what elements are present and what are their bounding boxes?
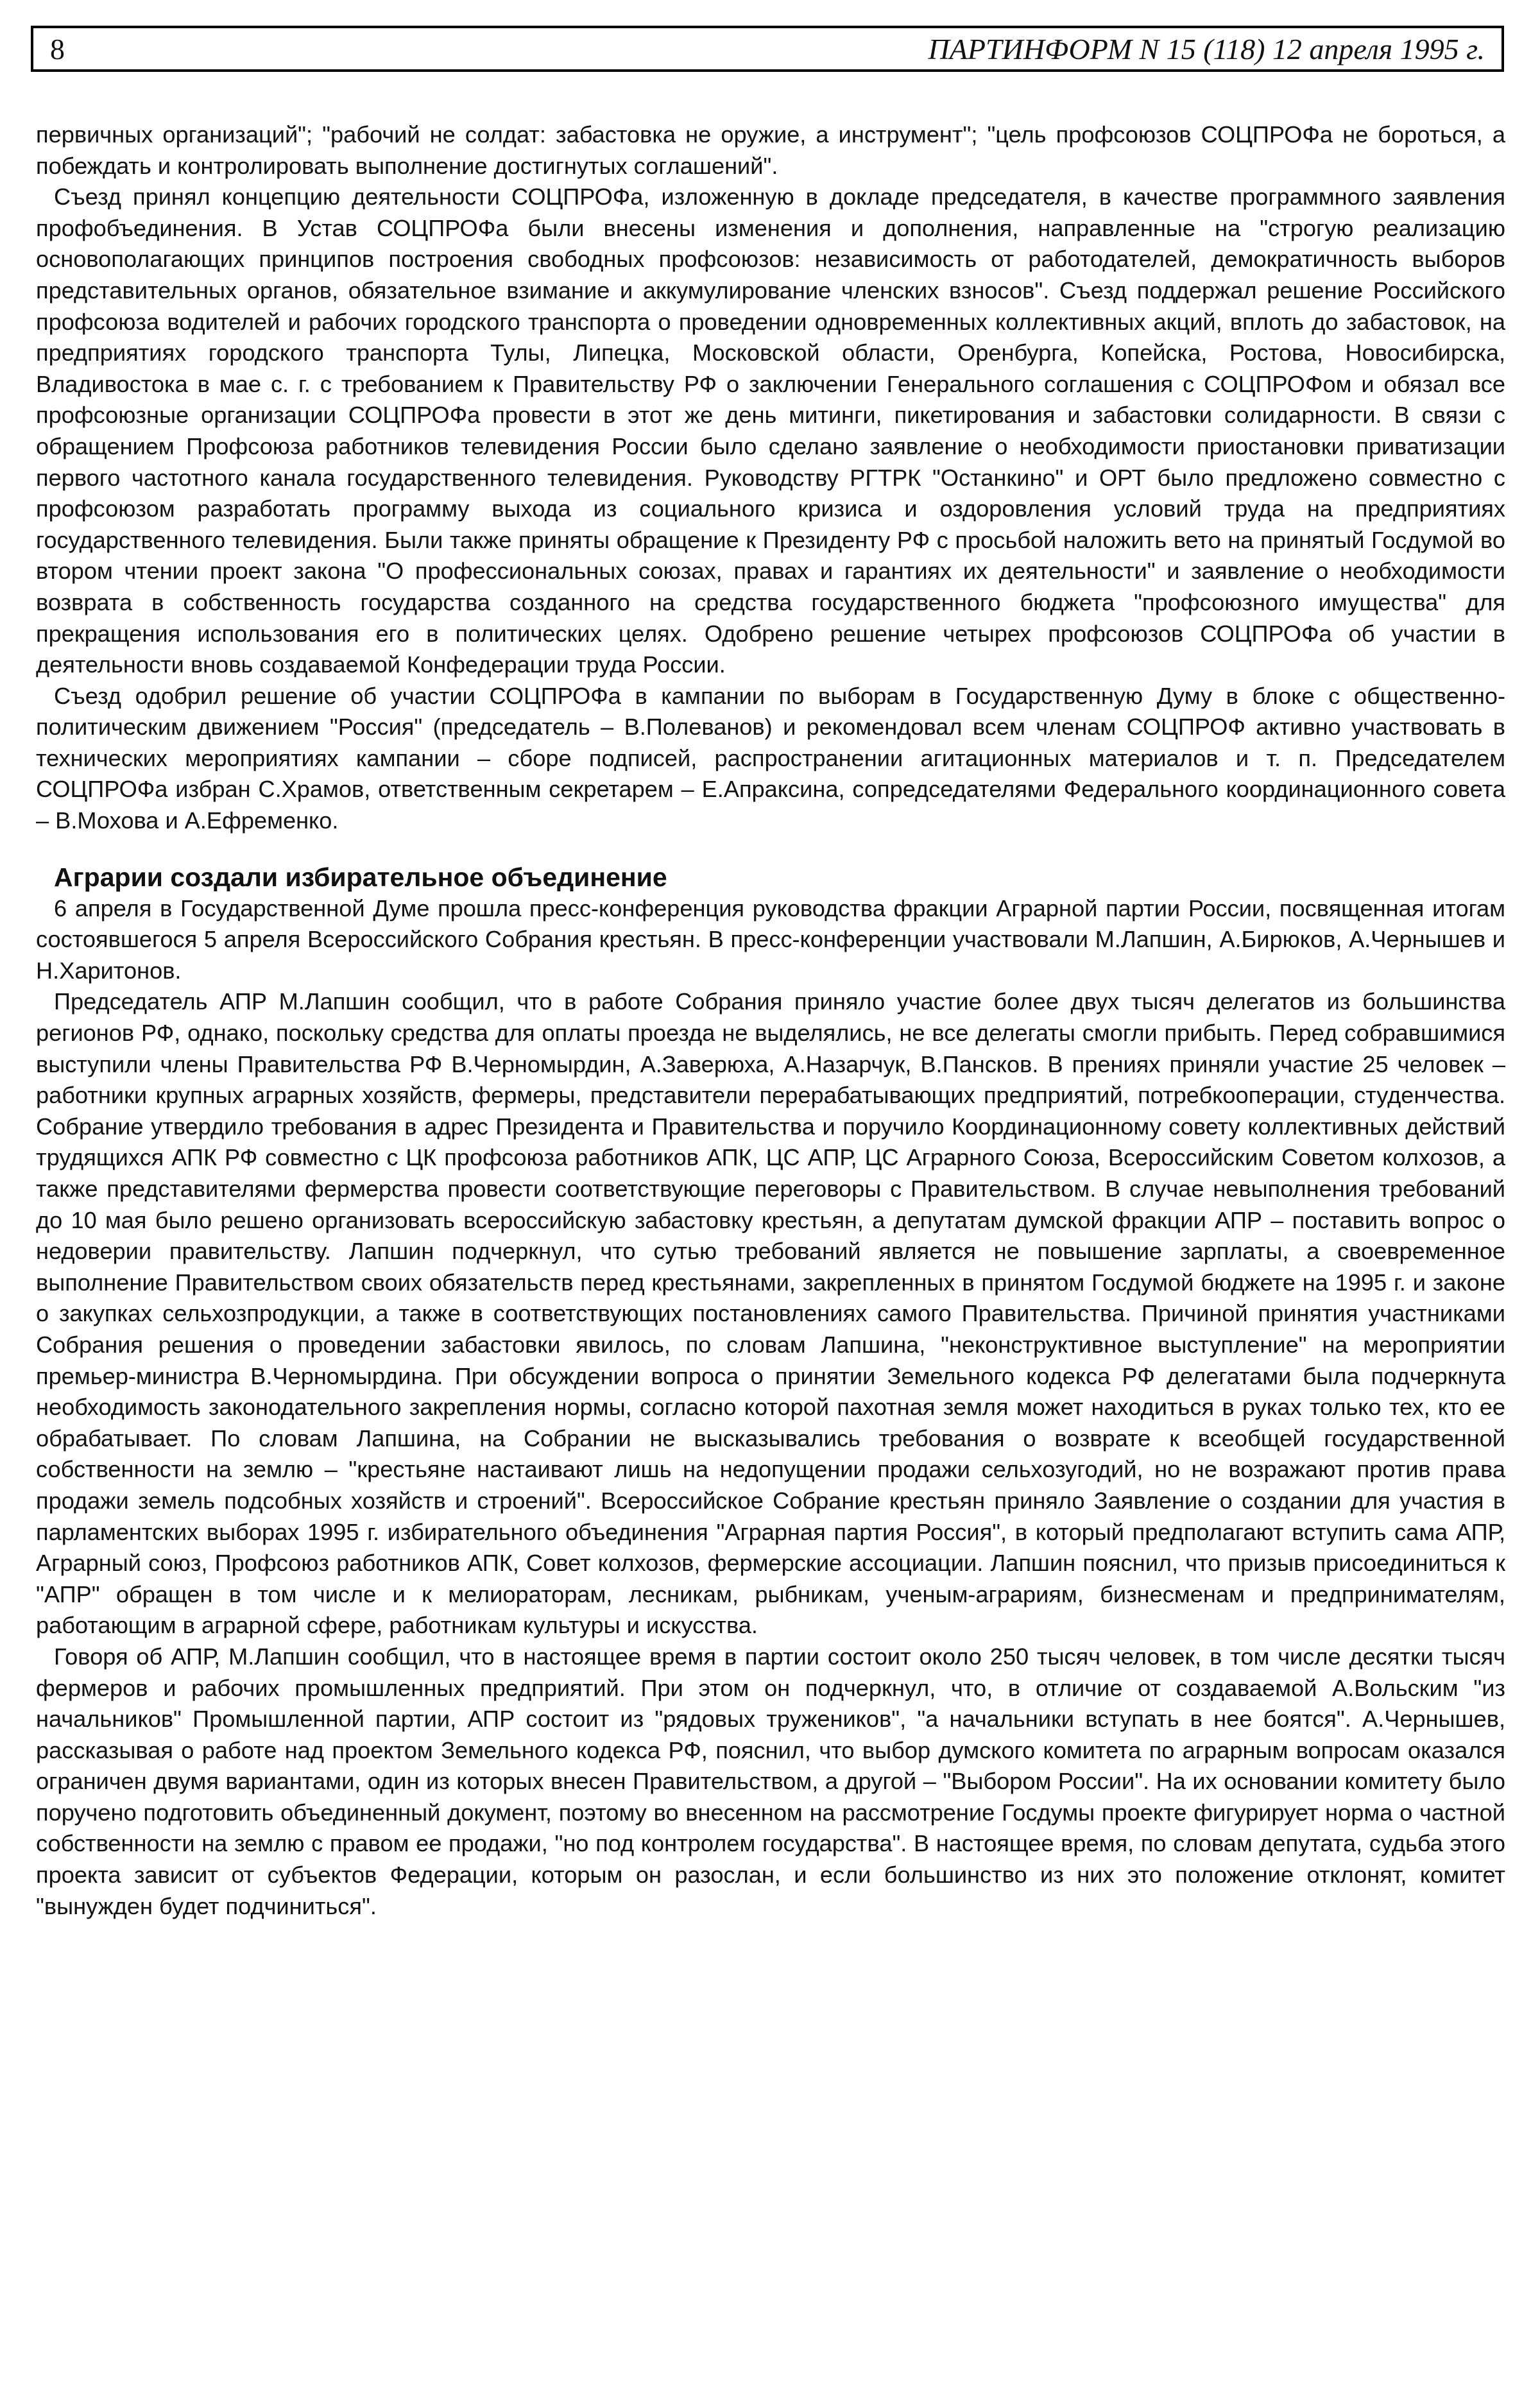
issue-title: ПАРТИНФОРМ N 15 (118) 12 апреля 1995 г. xyxy=(928,32,1485,65)
paragraph: 6 апреля в Государственной Думе прошла пресс-конференция руководства фракции Аграрной партии России, посвященная итогам состоявшегося 5 апреля Всероссийского Собрания крестьян. В пресс-конференции участвовали М.Лапшин, А.Бирюков, А.Чернышев и Н.Харитонов. xyxy=(36,895,1505,984)
article-agrarians xyxy=(36,861,1505,1923)
article-heading: Аграрии создали избирательное объединение xyxy=(54,862,667,892)
page-header xyxy=(31,26,1504,72)
paragraph: Съезд одобрил решение об участии СОЦПРОФа в кампании по выборам в Государственную Думу в блоке с общественно-политическим движением "Россия" (председатель – В.Полеванов) и рекомендовал всем членам СОЦПРОФ активно участвовать в технических мероприятиях кампании – сборе подписей, распространении агитационных материалов и т. п. Председателем СОЦПРОФа избран С.Храмов, ответственным секретарем – Е.Апраксина, сопредседателями Федерального координационного совета – В.Мохова и А.Ефременко. xyxy=(36,682,1505,834)
paragraph: Говоря об АПР, М.Лапшин сообщил, что в настоящее время в партии состоит около 250 тысяч человек, в том числе десятки тысяч фермеров и рабочих промышленных предприятий. При этом он подчеркнул, что, в отличие от создаваемой А.Вольским "из начальников" Промышленной партии, АПР состоит из "рядовых тружеников", "а начальники вступать в нее боятся". А.Чернышев, рассказывая о работе над проектом Земельного кодекса РФ, пояснил, что выбор думского комитета по аграрным вопросам оказался ограничен двумя вариантами, один из которых внесен Правительством, а другой – "Выбором России". На их основании комитету было поручено подготовить объединенный документ, поэтому во внесенном на рассмотрение Госдумы проекте фигурирует норма о частной собственности на землю с правом ее продажи, "но под контролем государства". В настоящее время, по словам депутата, судьба этого проекта зависит от субъектов Федерации, которым он разослан, и если большинство из них это положение отклонят, комитет "вынужден будет подчиниться". xyxy=(36,1643,1505,1919)
article-socprof xyxy=(36,119,1505,837)
paragraph: Председатель АПР М.Лапшин сообщил, что в работе Собрания приняло участие более двух тысяч делегатов из большинства регионов РФ, однако, поскольку средства для оплаты проезда не выделялись, не все делегаты смогли прибыть. Перед собравшимися выступили члены Правительства РФ В.Черномырдин, А.Заверюха, А.Назарчук, В.Пансков. В прениях приняли участие 25 человек – работники крупных аграрных хозяйств, фермеры, представители перерабатывающих предприятий, потребкооперации, студенчества. Собрание утвердило требования в адрес Президента и Правительства и поручило Координационному совету коллективных действий трудящихся АПК РФ совместно с ЦК профсоюза работников АПК, ЦС АПР, ЦС Аграрного Союза, Всероссийским Советом колхозов, а также представителями фермерства провести соответствующие переговоры с Правительством. В случае невыполнения требований до 10 мая было решено организовать всероссийскую забастовку крестьян, а депутатам думской фракции АПР – поставить вопрос о недоверии правительству. Лапшин подчеркнул, что сутью требований является не повышение зарплаты, а своевременное выполнение Правительством своих обязательств перед крестьянами, закрепленных в принятом Госдумой бюджете на 1995 г. и законе о закупках сельхозпродукции, а также в соответствующих постановлениях самого Правительства. Причиной принятия участниками Собрания решения о проведении забастовки явилось, по словам Лапшина, "неконструктивное выступление" на мероприятии премьер-министра В.Черномырдина. При обсуждении вопроса о принятии Земельного кодекса РФ делегатами была подчеркнута необходимость законодательного закрепления нормы, согласно которой пахотная земля может находиться в руках только тех, кто ее обрабатывает. По словам Лапшина, на Собрании не высказывались требования о возврате к всеобщей государственной собственности на землю – "крестьяне настаивают лишь на недопущении продажи сельхозугодий, но не возражают против права продажи земель подсобных хозяйств и строений". Всероссийское Собрание крестьян приняло Заявление о создании для участия в парламентских выборах 1995 г. избирательного объединения "Аграрная партия Россия", в который предполагают вступить сама АПР, Аграрный союз, Профсоюз работников АПК, Совет колхозов, фермерские ассоциации. Лапшин пояснил, что призыв присоединиться к "АПР" обращен в том числе и к мелиораторам, лесникам, рыбникам, ученым-аграриям, бизнесменам и предпринимателям, работающим в аграрной сфере, работникам культуры и искусства. xyxy=(36,988,1505,1639)
paragraph: первичных организаций"; "рабочий не солдат: забастовка не оружие, а инструмент"; "цель профсоюзов СОЦПРОФа не бороться, а побеждать и контролировать выполнение достигнутых соглашений". xyxy=(36,121,1505,179)
page-content xyxy=(36,119,1505,1922)
paragraph: Съезд принял концепцию деятельности СОЦПРОФа, изложенную в докладе председателя, в качестве программного заявления профобъединения. В Устав СОЦПРОФа были внесены изменения и дополнения, направленные на "строгую реализацию основополагающих принципов построения свободных профсоюзов: независимость от работодателей, демократичность выборов представительных органов, обязательное взимание и аккумулирование членских взносов". Съезд поддержал решение Российского профсоюза водителей и рабочих городского транспорта о проведении одновременных коллективных акций, вплоть до забастовок, на предприятиях городского транспорта Тулы, Липецка, Московской области, Оренбурга, Копейска, Ростова, Новосибирска, Владивостока в мае с. г. с требованием к Правительству РФ о заключении Генерального соглашения с СОЦПРОФом и обязал все профсоюзные организации СОЦПРОФа провести в этот же день митинги, пикетирования и забастовки солидарности. В связи с обращением Профсоюза работников телевидения России было сделано заявление о необходимости приостановки приватизации первого частотного канала государственного телевидения. Руководству РГТРК "Останкино" и ОРТ было предложено совместно с профсоюзом разработать программу выхода из социального кризиса и оздоровления условий труда на предприятиях государственного телевидения. Были также приняты обращение к Президенту РФ с просьбой наложить вето на принятый Госдумой во втором чтении проект закона "О профессиональных союзах, правах и гарантиях их деятельности" и заявление о необходимости возврата в собственность государства созданного на средства государственного бюджета "профсоюзного имущества" для прекращения использования его в политических целях. Одобрено решение четырех профсоюзов СОЦПРОФа об участии в деятельности вновь создаваемой Конфедерации труда России. xyxy=(36,184,1505,678)
page-number: 8 xyxy=(50,32,65,65)
